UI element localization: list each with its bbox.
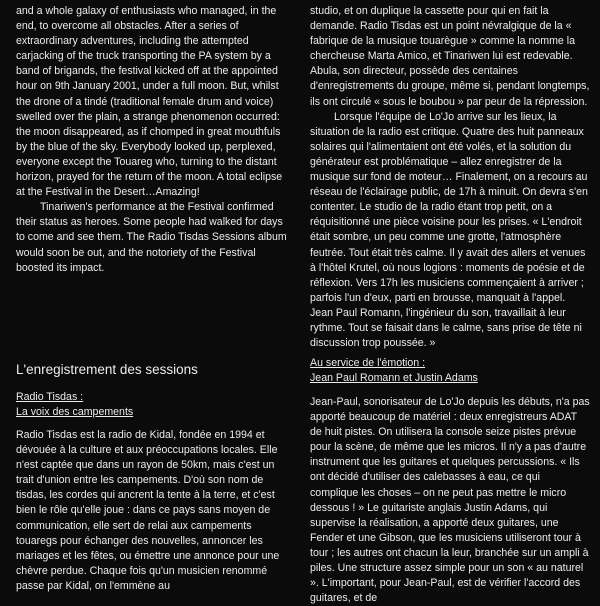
right-column <box>310 4 590 351</box>
subheading-line: Au service de l'émotion : <box>310 357 426 369</box>
right-bottom-text <box>310 395 590 606</box>
subheading-right <box>310 356 590 386</box>
subheading-line: Radio Tisdas : <box>16 391 84 403</box>
section-title: L'enregistrement des sessions <box>16 362 198 377</box>
paragraph: Jean-Paul, sonorisateur de Lo'Jo depuis les débuts, n'a pas apporté beaucoup de matériel : deux enregistreurs ADAT de huit pistes. On utilisera la console seize pistes prévue pour la scène, de même que les micros. Il n'y a pas d'autre instrument que les guitares et quelques percussions. « Ils ont décidé d'utiliser des calebasses à eau, ce qui complique les choses – on ne peut pas mettre le micro dessous ! » Le guitariste anglais Justin Adams, qui supervise la réalisation, a apporté deux guitares, une Fender et une Gibson, que les musiciens utiliseront tour à tour ; les autres ont chacun la leur, branchée sur un ampli à piles. Une structure assez simple pour un son « au naturel ». L'important, pour Jean-Paul, est de vérifier l'accord des guitares, et de <box>310 396 590 605</box>
left-column <box>16 4 288 276</box>
left-bottom-text <box>16 428 288 594</box>
paragraph: and a whole galaxy of enthusiasts who managed, in the end, to overcome all obstacles. After a series of extraordinary adventures, including the attempted carjacking of the truck transporting the PA system by a band of brigands, the festival kicked off at the appointed hour on 9th January 2001, under a full moon. But, whilst the drone of a tindé (traditional female drum and voice) swelled over the plain, a strange phenomenon occurred: the moon disappeared, as if chomped in great mouthfuls by the blue of the sky. Everybody looked up, perplexed, everyone except the Touareg who, turning to the distant horizon, prayed for the return of the moon. A total eclipse at the Festival in the Desert…Amazing! <box>16 5 283 199</box>
paragraph: studio, et on duplique la cassette pour qui en fait la demande. Radio Tisdas est un point névralgique de la « fabrique de la musique touarègue » comme la nomme la chercheuse Marta Amico, et Tinariwen lui est redevable. Abula, son directeur, possède des centaines d'enregistrements du groupe, même si, pendant longtemps, ils ont circulé « sous le boubou » par peur de la répression. <box>310 5 590 108</box>
subheading-line: Jean Paul Romann et Justin Adams <box>310 372 478 385</box>
subheading-left <box>16 390 288 420</box>
paragraph: Radio Tisdas est la radio de Kidal, fondée en 1994 et dévouée à la culture et aux préoccupations locales. Elle n'est captée que dans un rayon de 50km, mais c'est un trait d'union entre les campements. D'où son nom de tisdas, les cordes qui ancrent la tente à la terre, et c'est bien le rôle qu'elle joue : dans ce pays sans moyen de communication, elle sert de relai aux campements touaregs pour échanger des nouvelles, annoncer les mariages et les fêtes, ou émettre une annonce pour une chèvre perdue. Chaque fois qu'un musicien renommé passe par Kidal, on l'emmène au <box>16 429 280 592</box>
paragraph: Tinariwen's performance at the Festival confirmed their status as heroes. Some people had walked for days to come and see them. The Radio Tisdas Sessions album would soon be out, and the notoriety of the Festival boosted its impact. <box>16 201 287 274</box>
subheading-line: La voix des campements <box>16 406 134 419</box>
paragraph: Lorsque l'équipe de Lo'Jo arrive sur les lieux, la situation de la radio est critique. Quatre des huit panneaux solaires qui l'alimentaient ont été volés, et la solution du générateur est problématique – allez enregistrer de la musique sur fond de moteur… Finalement, on a recours au réseau de l'éclairage public, de 17h à minuit. On devra s'en contenter. Le studio de la radio étant trop petit, on a réquisitionné une pièce voisine pour les prises. « L'endroit était sombre, un peu comme une grotte, l'atmosphère feutrée. Tout était très calme. Il y avait des allers et venues à l'hôtel Krutel, où nous logions : moments de poésie et de réflexion. Vers 17h les musiciens commençaient à arriver ; parfois l'un d'eux, parti en brousse, manquait à l'appel. Jean Paul Romann, l'ingénieur du son, travaillait à leur rythme. Tout se faisait dans le calme, sans prise de tête ni discussion trop poussée. » <box>310 110 588 350</box>
